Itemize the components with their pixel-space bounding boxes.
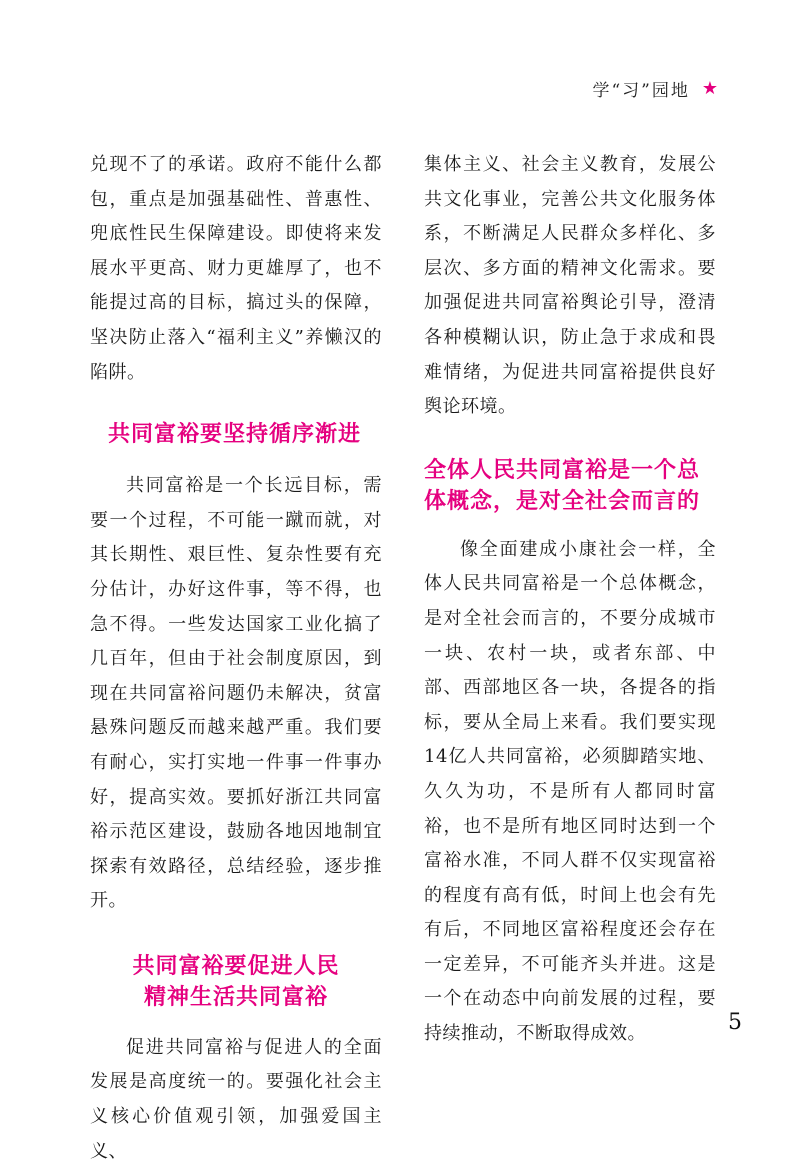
left-paragraph-1: 兑现不了的承诺。政府不能什么都包，重点是加强基础性、普惠性、兜底性民生保障建设。即使将来发展水平更高、财力更雄厚了，也不能提过高的目标，搞过头的保障，坚决防止落入“福利主义”养懒汉的陷阱。: [90, 154, 382, 383]
left-paragraph-2: 共同富裕是一个长远目标，需要一个过程，不可能一蹴而就，对其长期性、艰巨性、复杂性要有充分估计，办好这件事，等不得，也急不得。一些发达国家工业化搞了几百年，但由于社会制度原因，到现在共同富裕问题仍未解决，贫富悬殊问题反而越来越严重。我们要有耐心，实打实地一件事一件事办好，提高实效。要抓好浙江共同富裕示范区建设，鼓励各地因地制宜探索有效路径，总结经验，逐步推开。: [90, 475, 382, 912]
page-number: 5: [728, 1010, 742, 1035]
star-icon: ★: [701, 78, 720, 99]
heading-overall-concept-line2: 体概念，是对全社会而言的: [424, 488, 701, 514]
right-column: [424, 148, 716, 1052]
heading-spiritual-life-line2: 精神生活共同富裕: [143, 984, 328, 1010]
heading-overall-concept-line1: 全体人民共同富裕是一个总: [424, 457, 701, 483]
running-header: [592, 76, 720, 101]
left-paragraph-3: 促进共同富裕与促进人的全面发展是高度统一的。要强化社会主义核心价值观引领，加强爱国主义、: [90, 1036, 382, 1162]
heading-spiritual-life-line1: 共同富裕要促进人民: [132, 953, 340, 979]
section-title: 学“习”园地: [592, 81, 690, 101]
right-paragraph-2: 像全面建成小康社会一样，全体人民共同富裕是一个总体概念，是对全社会而言的，不要分成城市一块、农村一块，或者东部、中部、西部地区各一块，各提各的指标，要从全局上来看。我们要实现14亿人共同富裕，必须脚踏实地、久久为功，不是所有人都同时富裕，也不是所有地区同时达到一个富裕水准，不同人群不仅实现富裕的程度有高有低，时间上也会有先有后，不同地区富裕程度还会存在一定差异，不可能齐头并进。这是一个在动态中向前发展的过程，要持续推动，不断取得成效。: [424, 538, 716, 1045]
right-paragraph-1: 集体主义、社会主义教育，发展公共文化事业，完善公共文化服务体系，不断满足人民群众多样化、多层次、多方面的精神文化需求。要加强促进共同富裕舆论引导，澄清各种模糊认识，防止急于求成和畏难情绪，为促进共同富裕提供良好舆论环境。: [424, 154, 716, 418]
left-column: [90, 148, 382, 1169]
heading-gradual-progress: 共同富裕要坚持循序渐进: [108, 422, 362, 448]
